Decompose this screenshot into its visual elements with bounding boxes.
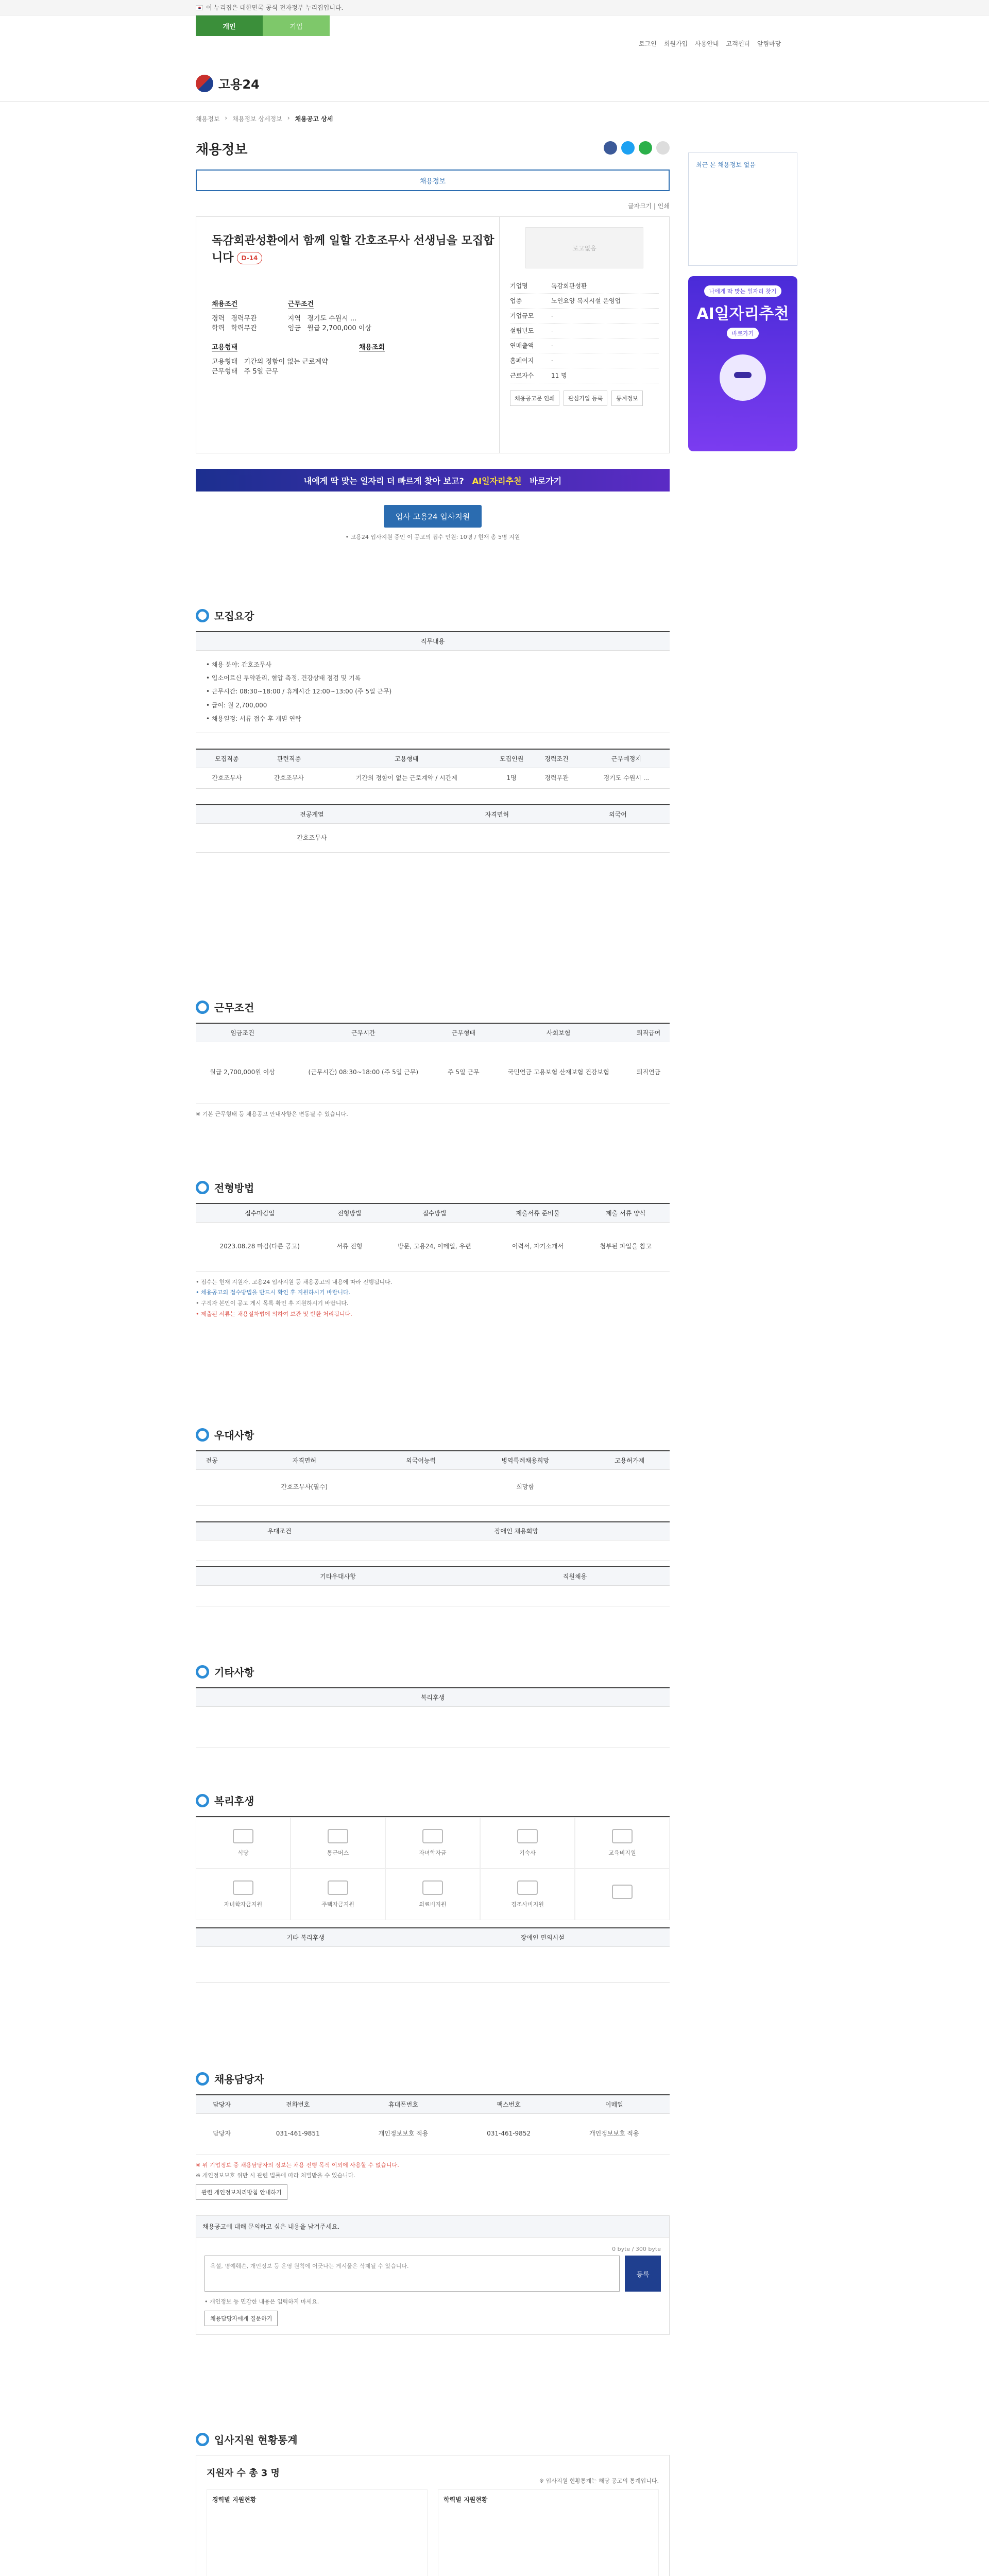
welfare-icon bbox=[233, 1880, 253, 1895]
label-conditions: 채용조건 bbox=[212, 298, 237, 309]
section-recruit: 모집요강 직무내용 • 채용 분야: 간호조무사 • 입소어르신 투약관리, 혈압 측정, 건강상태 점검 및 기록 • 근무시간: 08:30~18:00 / 휴게시간 12:00~13:00 (주 5일 근무) • 급여: 월 2,700,000 • 채용일정: 서류 접수 후 개별 연락 모집직종 관련직종 고용형태 모집인원 경력조건 근무예정지 간호조무사 간호조무사 기간의 정함이 없는 근로계약 / 시간제 1명 경력무관 경기도 수원시 ... 전공계열 자격면허 외국어 간호조무사 bbox=[196, 608, 670, 853]
welfare-item: 기숙사 bbox=[480, 1817, 575, 1869]
breadcrumb: 채용정보 › 채용정보 상세정보 › 채용공고 상세 bbox=[196, 114, 333, 123]
support-link[interactable]: 고객센터 bbox=[726, 40, 750, 47]
section-work: 근무조건 임금조건 근무시간 근무형태 사회보험 퇴직급여 월급 2,700,000원 이상 (근무시간) 08:30~18:00 (주 5일 근무) 주 5일 근무 국민연금 고용보험 산재보험 건강보험 퇴직연금 ※ 기본 근무형태 등 채용공고 안내사항은 변동될 수 있습니다. bbox=[196, 999, 670, 1120]
gov-banner bbox=[0, 0, 989, 15]
label-work: 근무조건 bbox=[288, 298, 314, 309]
link-icon[interactable] bbox=[656, 141, 670, 155]
label-employment: 고용형태 bbox=[212, 342, 237, 352]
welfare-item bbox=[575, 1869, 670, 1920]
section-icon bbox=[196, 1794, 209, 1807]
donut-education bbox=[438, 2509, 655, 2576]
section-icon bbox=[196, 2433, 209, 2446]
tab-business[interactable]: 기업 bbox=[263, 15, 330, 36]
crumb-3: 채용공고 상세 bbox=[295, 115, 333, 123]
dday-badge: D-14 bbox=[237, 252, 263, 264]
signup-link[interactable]: 회원가입 bbox=[663, 40, 688, 47]
ai-banner[interactable]: 내에게 딱 맞는 일자리 더 빠르게 찾아 보고? AI일자리추천 바로가기 bbox=[196, 469, 670, 492]
comment-header: 채용공고에 대해 문의하고 싶은 내용을 남겨주세요. bbox=[196, 2215, 670, 2238]
blog-icon[interactable] bbox=[639, 141, 652, 155]
share-tools bbox=[604, 141, 670, 155]
logo-mark-icon bbox=[196, 75, 213, 92]
section-icon bbox=[196, 1665, 209, 1679]
donut-career bbox=[207, 2509, 423, 2576]
notice-link[interactable]: 알림마당 bbox=[757, 40, 781, 47]
welfare-item: 교육비지원 bbox=[575, 1817, 670, 1869]
login-link[interactable]: 로그인 bbox=[639, 40, 657, 47]
recent-jobs-box[interactable]: 최근 본 채용정보 없음 bbox=[688, 152, 797, 266]
ask-button[interactable]: 채용담당자에게 질문하기 bbox=[204, 2311, 278, 2326]
crumb-2[interactable]: 채용정보 상세정보 bbox=[232, 115, 282, 123]
recruit-table: 모집직종 관련직종 고용형태 모집인원 경력조건 근무예정지 간호조무사 간호조무사 기간의 정함이 없는 근로계약 / 시간제 1명 경력무관 경기도 수원시 ... bbox=[196, 749, 670, 789]
section-welfare: 복리후생 식당 통근버스 자녀학자금 기숙사 교육비지원 자녀학자금지원 주택자금지원 의료비지원 경조사비지원 기타 복리후생 장애인 편의시설 bbox=[196, 1793, 670, 1983]
welfare-item: 식당 bbox=[196, 1817, 291, 1869]
section-etc: 기타사항 복리후생 bbox=[196, 1664, 670, 1748]
section-stats: 입사지원 현황통계 지원자 수 총 3 명 ※ 입사지원 현황통계는 해당 공고의 통계입니다. 경력별 지원현황 학력별 지원현황 bbox=[196, 2432, 670, 2576]
main-content bbox=[196, 139, 670, 541]
section-icon bbox=[196, 1181, 209, 1194]
favorite-button[interactable]: 관심기업 등록 bbox=[564, 391, 607, 406]
welfare-icon bbox=[233, 1829, 253, 1843]
welfare-item: 자녀학자금지원 bbox=[196, 1869, 291, 1920]
ai-recommend-box[interactable]: 나에게 딱 맞는 일자리 찾기 AI일자리추천 바로가기 bbox=[688, 276, 797, 451]
welfare-item: 자녀학자금 bbox=[385, 1817, 480, 1869]
top-nav bbox=[0, 15, 989, 36]
register-button[interactable]: 등록 bbox=[625, 2256, 661, 2292]
stats-button[interactable]: 통계정보 bbox=[611, 391, 643, 406]
twitter-icon[interactable] bbox=[621, 141, 635, 155]
label-inquiry: 채용조회 bbox=[359, 342, 385, 352]
site-logo[interactable] bbox=[196, 74, 260, 92]
section-icon bbox=[196, 2072, 209, 2086]
apply-button[interactable]: 입사 고용24 입사지원 bbox=[384, 505, 482, 528]
section-icon bbox=[196, 1001, 209, 1014]
comment-input[interactable]: 욕설, 명예훼손, 개인정보 등 운영 원칙에 어긋나는 게시물은 삭제될 수 있습니다. bbox=[204, 2256, 620, 2292]
welfare-icon bbox=[422, 1880, 443, 1895]
print-tools[interactable]: 글자크기 | 인쇄 bbox=[627, 202, 670, 210]
welfare-item: 통근버스 bbox=[291, 1817, 385, 1869]
company-logo: 로고없음 bbox=[525, 227, 643, 268]
section-process: 전형방법 접수마감일 전형방법 접수방법 제출서류 준비물 제출 서류 양식 2023.08.28 마감(다른 공고) 서류 전형 방문, 고용24, 이메일, 우편 이력서, 자기소개서 첨부된 파일을 참고 • 접수는 현재 지원자, 고용24 입사지원 등 채용공고의 내용에 따라 진행됩니다. • 채용공고의 접수방법을 반드시 확인 후 지원하시기 바랍니다. • 구직자 본인이 공고 게시 목록 확인 후 지원하시기 바랍니다. • 제출된 서류는 채용절차법에 의하여 보관 및 반환 처리됩니다. bbox=[196, 1180, 670, 1320]
welfare-icon bbox=[422, 1829, 443, 1843]
tab-job-info[interactable]: 채용정보 bbox=[196, 170, 670, 190]
chart-career: 경력별 지원현황 bbox=[207, 2489, 428, 2576]
crumb-1[interactable]: 채용정보 bbox=[196, 115, 220, 123]
welfare-item: 주택자금지원 bbox=[291, 1869, 385, 1920]
gov-notice: 이 누리집은 대한민국 공식 전자정부 누리집입니다. bbox=[206, 4, 344, 11]
apply-note: • 고용24 입사지원 중인 이 공고의 접수 인원: 10명 / 현재 총 5명 지원 bbox=[345, 534, 520, 540]
sidebar bbox=[688, 152, 797, 451]
page-title: 채용정보 bbox=[196, 142, 248, 158]
welfare-icon bbox=[612, 1885, 633, 1899]
cond-row: 경력 경력무관 bbox=[212, 315, 257, 323]
section-preference: 우대사항 전공 자격면허 외국어능력 병역특례채용희망 고용허가제 간호조무사(필수) 희망함 우대조건 장애인 채용희망 기타우대사항 직원채용 bbox=[196, 1427, 670, 1606]
job-summary-card: 독감회관성환에서 함께 일할 간호조무사 선생님을 모집합니다 D-14 채용조건 경력 경력무관 학력 학력무관 근무조건 지역 경기도 수원시 ... 임금 월급 2,700,000 이상 고용형태 고용형태 기간의 정함이 없는 근로계약 근무형태 주 5일 근무 채용조회 로고없음 기업명 독감회관성환 업종 노인요양 복지시설 운영업 기업규모 - 설립년도 - 연매출액 - 홈페이지 - 근로자수 11 명 채용공고문 인쇄 관심기업 등록 통계정보 bbox=[196, 216, 670, 453]
guide-link[interactable]: 사용안내 bbox=[695, 40, 719, 47]
flag-icon bbox=[196, 5, 203, 10]
welfare-icon bbox=[328, 1829, 348, 1843]
tab-personal[interactable]: 개인 bbox=[196, 15, 263, 36]
welfare-icon bbox=[517, 1880, 538, 1895]
byte-count: 0 byte / 300 byte bbox=[612, 2246, 661, 2253]
job-description: • 채용 분야: 간호조무사 • 입소어르신 투약관리, 혈압 측정, 건강상태 점검 및 기록 • 근무시간: 08:30~18:00 / 휴게시간 12:00~13:00 (주 5일 근무) • 급여: 월 2,700,000 • 채용일정: 서류 접수 후 개별 연락 bbox=[196, 651, 670, 734]
section-icon bbox=[196, 1428, 209, 1442]
welfare-icon bbox=[612, 1829, 633, 1843]
chart-education: 학력별 지원현황 bbox=[438, 2489, 659, 2576]
print-button[interactable]: 채용공고문 인쇄 bbox=[510, 391, 559, 406]
facebook-icon[interactable] bbox=[604, 141, 617, 155]
welfare-icon bbox=[517, 1829, 538, 1843]
welfare-item: 의료비지원 bbox=[385, 1869, 480, 1920]
util-links bbox=[639, 39, 781, 48]
section-icon bbox=[196, 609, 209, 622]
logo-text: 고용24 bbox=[218, 77, 260, 92]
applicant-count: 지원자 수 총 3 명 bbox=[207, 2468, 280, 2479]
section-contact: 채용담당자 담당자 전화번호 휴대폰번호 팩스번호 이메일 담당자 031-461-9851 개인정보보호 적용 031-461-9852 개인정보보호 적용 ※ 위 기업정보 중 채용담당자의 정보는 채용 진행 목적 이외에 사용할 수 없습니다. ※ 개인정보보호 위반 시 관련 법률에 따라 처벌받을 수 있습니다. 관련 개인정보처리방침 안내하기 채용공고에 대해 문의하고 싶은 내용을 남겨주세요. 0 byte / 300 byte 욕설, 명예훼손, 개인정보 등 운영 원칙에 어긋나는 게시물은 삭제될 수 있습니다. 등록 • 개인정보 등 민감한 내용은 입력하지 마세요. 채용담당자에게 질문하기 bbox=[196, 2071, 670, 2335]
welfare-item: 경조사비지원 bbox=[480, 1869, 575, 1920]
company-box: 로고없음 기업명 독감회관성환 업종 노인요양 복지시설 운영업 기업규모 - 설립년도 - 연매출액 - 홈페이지 - 근로자수 11 명 채용공고문 인쇄 관심기업 등록 통계정보 bbox=[499, 217, 669, 453]
job-title: 독감회관성환에서 함께 일할 간호조무사 선생님을 모집합니다 D-14 bbox=[212, 234, 494, 264]
robot-icon bbox=[720, 354, 766, 401]
welfare-icon bbox=[328, 1880, 348, 1895]
privacy-button[interactable]: 관련 개인정보처리방침 안내하기 bbox=[196, 2184, 287, 2200]
